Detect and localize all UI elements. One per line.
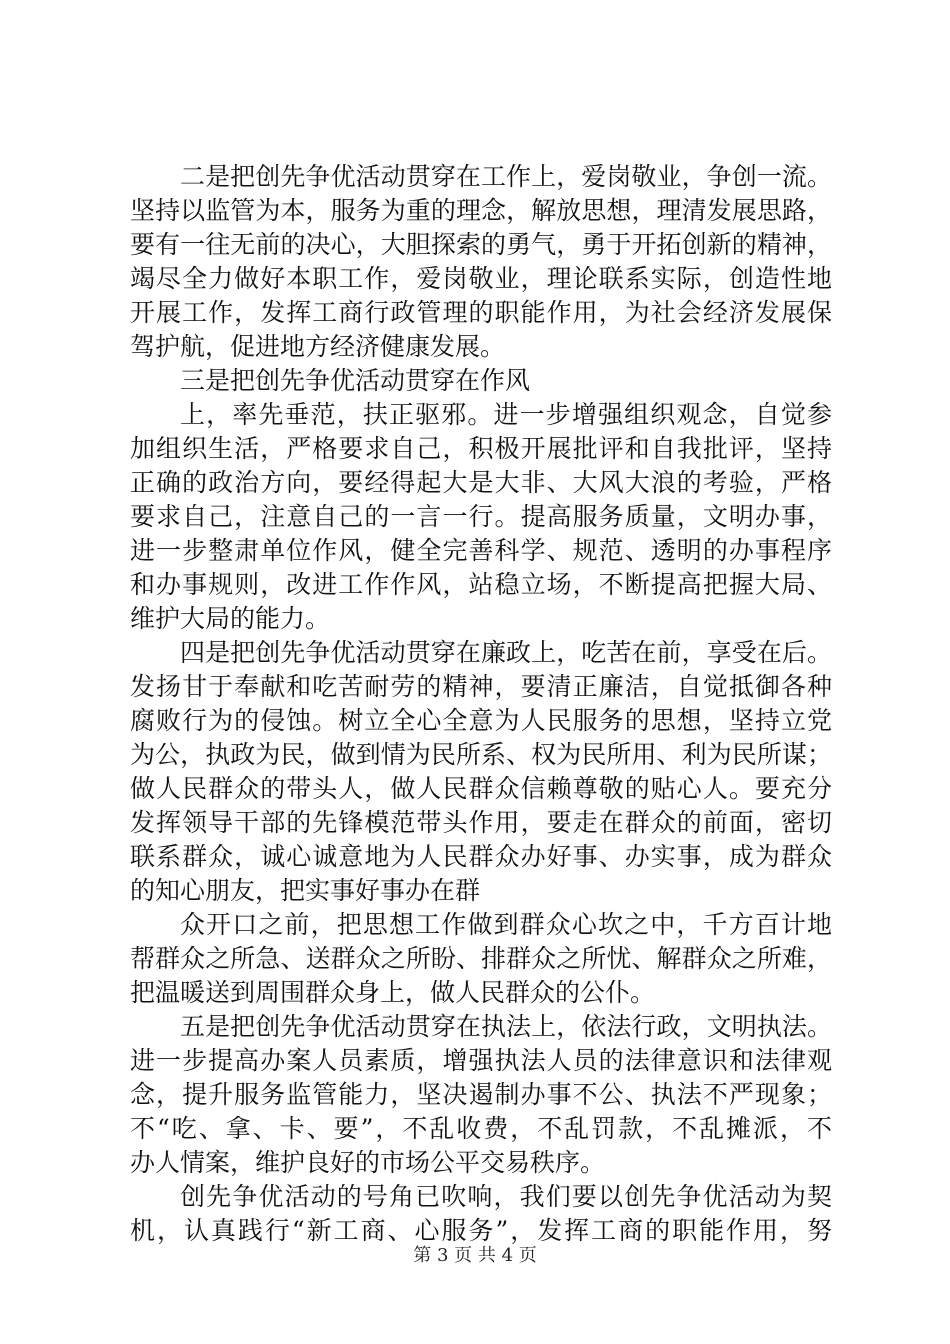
text-line: 为公，执政为民，做到情为民所系、权为民所用、利为民所谋； <box>130 740 832 769</box>
text-line: 二是把创先争优活动贯穿在工作上，爱岗敬业，争创一流。 <box>180 162 832 191</box>
text-line: 创先争优活动的号角已吹响，我们要以创先争优活动为契 <box>180 1182 832 1211</box>
text-line: 和办事规则，改进工作作风，站稳立场，不断提高把握大局、 <box>130 570 832 599</box>
text-line: 发挥领导干部的先锋模范带头作用，要走在群众的前面，密切 <box>130 808 832 837</box>
text-line: 四是把创先争优活动贯穿在廉政上，吃苦在前，享受在后。 <box>180 638 832 667</box>
text-line: 加组织生活，严格要求自己，积极开展批评和自我批评，坚持 <box>130 434 832 463</box>
text-line: 坚持以监管为本，服务为重的理念，解放思想，理清发展思路， <box>130 196 832 225</box>
text-line: 三是把创先争优活动贯穿在作风 <box>180 366 531 395</box>
text-line: 帮群众之所急、送群众之所盼、排群众之所忧、解群众之所难， <box>130 944 832 973</box>
text-line: 机，认真践行“新工商、心服务”，发挥工商的职能作用，努 <box>130 1216 832 1245</box>
text-line: 办人情案，维护良好的市场公平交易秩序。 <box>130 1148 606 1177</box>
text-line: 的知心朋友，把实事好事办在群 <box>130 876 481 905</box>
text-line: 正确的政治方向，要经得起大是大非、大风大浪的考验，严格 <box>130 468 832 497</box>
text-line: 开展工作，发挥工商行政管理的职能作用，为社会经济发展保 <box>130 298 832 327</box>
text-line: 发扬甘于奉献和吃苦耐劳的精神，要清正廉洁，自觉抵御各种 <box>130 672 832 701</box>
text-line: 进一步整肃单位作风，健全完善科学、规范、透明的办事程序 <box>130 536 832 565</box>
text-line: 要有一往无前的决心，大胆探索的勇气，勇于开拓创新的精神， <box>130 230 832 259</box>
text-line: 做人民群众的带头人，做人民群众信赖尊敬的贴心人。要充分 <box>130 774 832 803</box>
text-line: 上，率先垂范，扶正驱邪。进一步增强组织观念，自觉参 <box>180 400 832 429</box>
text-line: 联系群众，诚心诚意地为人民群众办好事、办实事，成为群众 <box>130 842 832 871</box>
text-line: 驾护航，促进地方经济健康发展。 <box>130 332 506 361</box>
text-line: 竭尽全力做好本职工作，爱岗敬业，理论联系实际，创造性地 <box>130 264 832 293</box>
document-body <box>130 160 832 1248</box>
text-line: 念，提升服务监管能力，坚决遏制办事不公、执法不严现象； <box>130 1080 832 1109</box>
text-line: 腐败行为的侵蚀。树立全心全意为人民服务的思想，坚持立党 <box>130 706 832 735</box>
text-line: 把温暖送到周围群众身上，做人民群众的公仆。 <box>130 978 656 1007</box>
text-line: 进一步提高办案人员素质，增强执法人员的法律意识和法律观 <box>130 1046 832 1075</box>
text-line: 要求自己，注意自己的一言一行。提高服务质量，文明办事， <box>130 502 832 531</box>
text-line: 五是把创先争优活动贯穿在执法上，依法行政，文明执法。 <box>180 1012 832 1041</box>
text-line: 众开口之前，把思想工作做到群众心坎之中，千方百计地 <box>180 910 832 939</box>
text-line: 维护大局的能力。 <box>130 604 331 633</box>
page-footer: 第 3 页 共 4 页 <box>413 1245 537 1266</box>
text-line: 不“吃、拿、卡、要”，不乱收费，不乱罚款，不乱摊派，不 <box>130 1114 832 1143</box>
